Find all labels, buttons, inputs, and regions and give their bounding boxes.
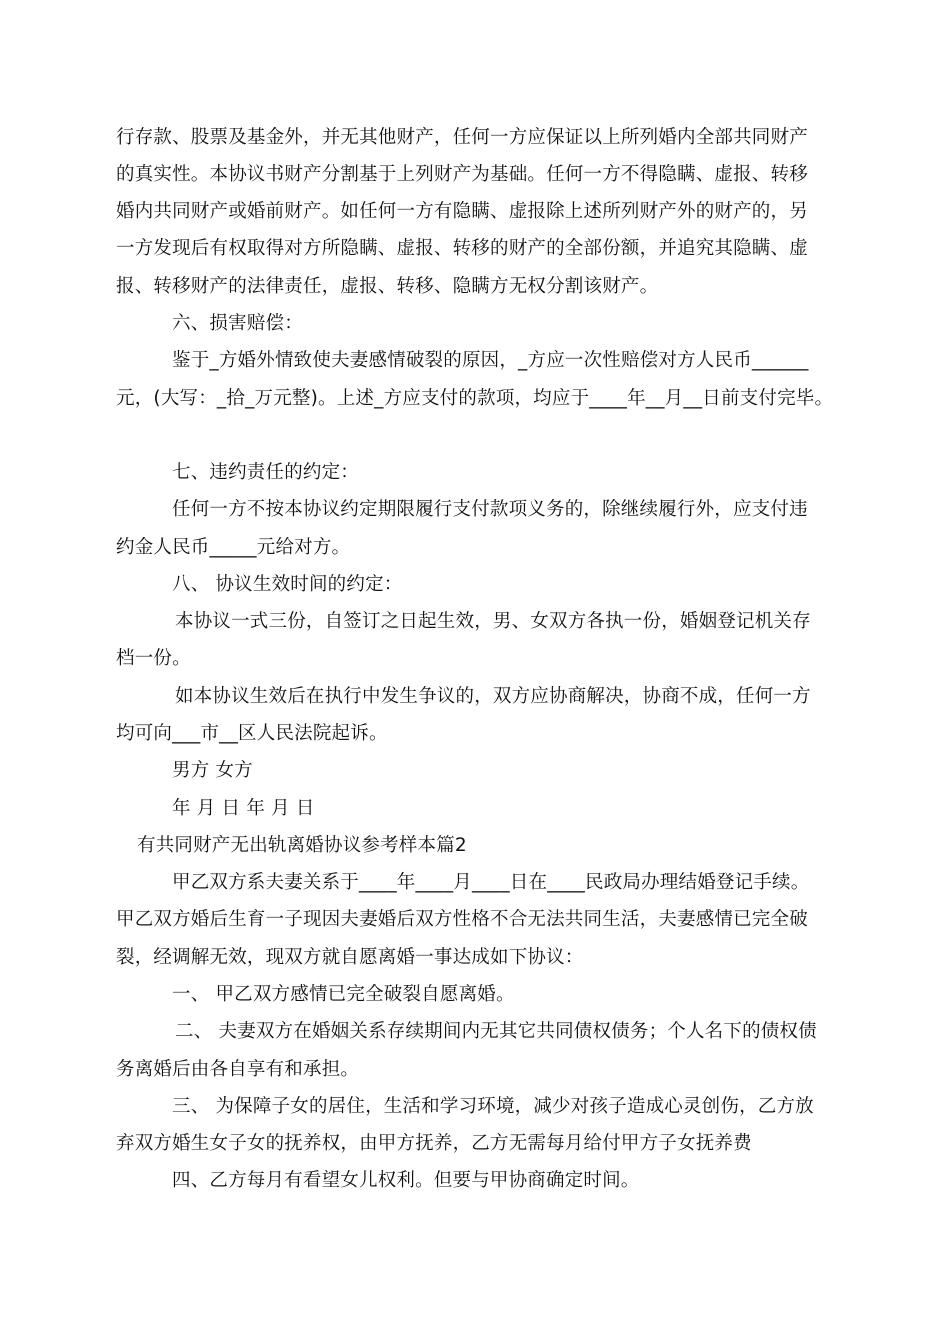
text-line: 婚内共同财产或婚前财产。如任何一方有隐瞒、虚报除上述所列财产外的财产的，另 (116, 201, 808, 222)
text-line: 约金人民币_____元给对方。 (116, 537, 351, 558)
text-line: 四、乙方每月有看望女儿权利。但要与甲协商确定时间。 (172, 1170, 640, 1191)
signature-line: 男方 女方 (172, 760, 253, 781)
text-line: 弃双方婚生女子女的抚养权，由甲方抚养，乙方无需每月给付甲方子女抚养费 (116, 1133, 752, 1154)
text-line: 元，(大写：_拾_万元整)。上述_方应支付的款项，均应于____年__月__日前支付完毕。 (116, 388, 834, 409)
text-line: 一方发现后有权取得对方所隐瞒、虚报、转移的财产的全部份额，并追究其隐瞒、虚 (116, 238, 808, 259)
text-line: 甲乙双方系夫妻关系于____年____月____日在____民政局办理结婚登记手续。 (172, 872, 810, 893)
section-heading: 六、损害赔偿： (172, 313, 303, 334)
text-line: 甲乙双方婚后生育一子现因夫妻婚后双方性格不合无法共同生活，夫妻感情已完全破 (116, 909, 808, 930)
section-heading: 八、 协议生效时间的约定： (172, 574, 403, 595)
text-line: 一、 甲乙双方感情已完全破裂自愿离婚。 (172, 984, 515, 1005)
text-line: 报、转移财产的法律责任，虚报、转移、隐瞒方无权分割该财产。 (116, 276, 659, 297)
text-line: 档一份。 (116, 648, 191, 669)
text-line: 鉴于_方婚外情致使夫妻感情破裂的原因，_方应一次性赔偿对方人民币______ (172, 350, 809, 371)
text-line: 任何一方不按本协议约定期限履行支付款项义务的，除继续履行外，应支付违 (172, 499, 808, 520)
text-line: 行存款、股票及基金外，并无其他财产，任何一方应保证以上所列婚内全部共同财产 (116, 127, 808, 148)
article-title: 有共同财产无出轨离婚协议参考样本篇2 (137, 835, 467, 856)
text-line: 务离婚后由各自享有和承担。 (116, 1059, 360, 1080)
section-heading: 七、违约责任的约定： (172, 462, 360, 483)
text-line: 均可向___市__区人民法院起诉。 (116, 723, 388, 744)
text-line: 裂，经调解无效，现双方就自愿离婚一事达成如下协议： (116, 947, 584, 968)
text-line: 本协议一式三份，自签订之日起生效，男、女双方各执一份，婚姻登记机关存 (175, 611, 811, 632)
text-line: 的真实性。本协议书财产分割基于上列财产为基础。任何一方不得隐瞒、虚报、转移 (116, 164, 808, 185)
text-line: 二、 夫妻双方在婚姻关系存续期间内无其它共同债权债务；个人名下的债权债 (175, 1021, 817, 1042)
text-line: 三、 为保障子女的居住，生活和学习环境，减少对孩子造成心灵创伤，乙方放 (172, 1096, 814, 1117)
text-line: 如本协议生效后在执行中发生争议的，双方应协商解决，协商不成，任何一方 (175, 686, 811, 707)
date-line: 年 月 日 年 月 日 (172, 798, 315, 819)
